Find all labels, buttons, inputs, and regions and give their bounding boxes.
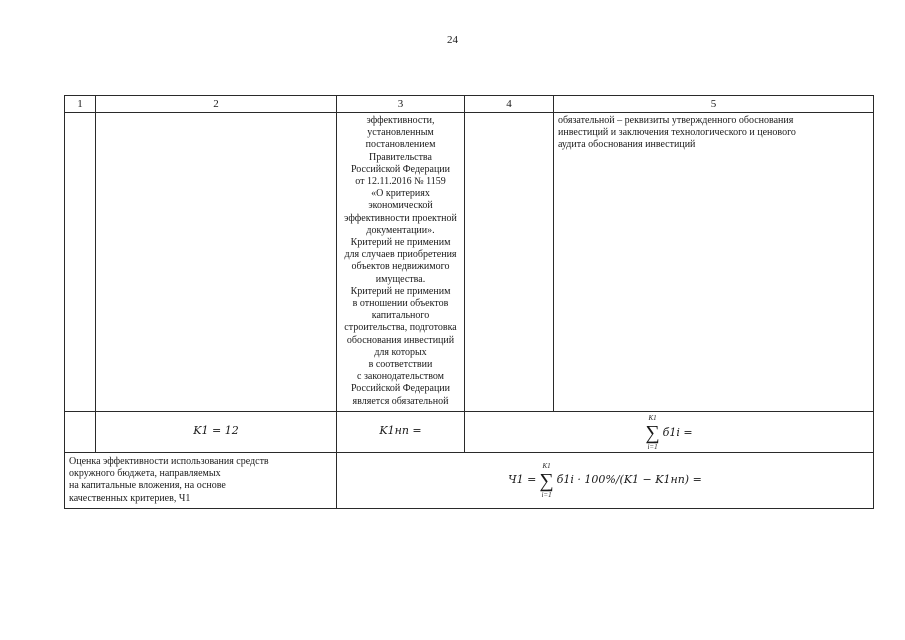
table-row: [65, 113, 874, 412]
row3-label-line: Оценка эффективности использования средств: [69, 456, 269, 467]
sum-upper-limit: K1: [542, 461, 551, 470]
table-row: [65, 412, 874, 453]
k1np-formula: K1нп =: [379, 424, 422, 438]
sum-sign: K1 ∑ i=1: [539, 461, 554, 499]
row2-col1: [65, 412, 96, 453]
row1-col3-line: для которых: [374, 346, 427, 358]
row1-col3-line: установленным: [367, 127, 434, 139]
k1-value-formula: K1 = 12: [193, 424, 239, 438]
row1-col3-line: в соответствии: [368, 359, 433, 371]
row1-col3-line: объектов недвижимого: [351, 261, 450, 273]
row1-col3-line: имущества.: [375, 273, 426, 285]
row2-col45: [465, 412, 874, 453]
row1-col3-line: от 12.11.2016 № 1159: [355, 176, 446, 188]
ch1-formula: [508, 462, 702, 500]
header-col-1: 1: [65, 96, 96, 113]
row1-col3-line: Правительства: [369, 151, 432, 163]
sum-lower-limit: i=1: [541, 490, 552, 499]
row1-col3-line: в отношении объектов: [352, 298, 449, 310]
header-col-4: 4: [465, 96, 554, 113]
row1-col4: [465, 113, 554, 412]
criteria-table: [64, 95, 874, 509]
row1-col3-line: Российской Федерации: [350, 163, 450, 175]
row1-col3: [337, 113, 465, 412]
ch1-formula-left: Ч1 =: [508, 473, 537, 487]
row1-col3-line: для случаев приобретения: [344, 249, 457, 261]
row1-col3-line: с законодательством: [357, 371, 444, 383]
row1-col3-line: документации».: [366, 224, 435, 236]
header-col-5: 5: [554, 96, 874, 113]
table-row: [65, 453, 874, 509]
row1-col3-line: эффективности,: [366, 115, 435, 126]
sum-term: б1i =: [662, 425, 693, 439]
page-number: 24: [447, 34, 458, 46]
row3-col345: [337, 453, 874, 509]
ch1-formula-right: б1i · 100%/(K1 − K1нп) =: [556, 473, 702, 487]
row1-col3-line: является обязательной: [352, 395, 449, 407]
sum-lower-limit: i=1: [647, 443, 658, 451]
row3-label-line: качественных критериев, Ч1: [69, 492, 191, 504]
row2-col2: [96, 412, 337, 453]
sum-upper-limit: K1: [648, 414, 657, 422]
row1-col3-line: строительства, подготовка: [344, 322, 457, 334]
row1-col5-line: обязательной – реквизиты утвержденного обоснования: [558, 115, 794, 126]
row1-col2: [96, 113, 337, 412]
row1-col3-line: «О критериях: [371, 188, 430, 200]
row3-col12: [65, 453, 337, 509]
row1-col3-line: Российской Федерации: [350, 383, 450, 395]
row1-col3-line: капитального: [371, 310, 430, 322]
header-col-2: 2: [96, 96, 337, 113]
row1-col5: [554, 113, 874, 412]
row3-label-line: на капитальные вложения, на основе: [69, 480, 226, 492]
sum-formula: [645, 414, 692, 452]
row1-col3-line: Критерий не применим: [350, 237, 451, 249]
row1-col3-line: эффективности проектной: [344, 212, 457, 224]
row2-col3: [337, 412, 465, 453]
row1-col1: [65, 113, 96, 412]
row1-col5-line: аудита обоснования инвестиций: [558, 139, 696, 151]
sum-sign: K1 ∑ i=1: [645, 414, 660, 451]
row1-col3-line: Критерий не применим: [350, 285, 451, 297]
header-col-3: 3: [337, 96, 465, 113]
row3-label-line: окружного бюджета, направляемых: [69, 468, 221, 480]
row1-col3-line: постановлением: [365, 139, 436, 151]
table-header-row: [65, 96, 874, 113]
row1-col3-line: обоснования инвестиций: [346, 334, 455, 346]
row1-col5-line: инвестиций и заключения технологического и ценового: [558, 127, 796, 139]
row1-col3-line: экономической: [368, 200, 433, 212]
